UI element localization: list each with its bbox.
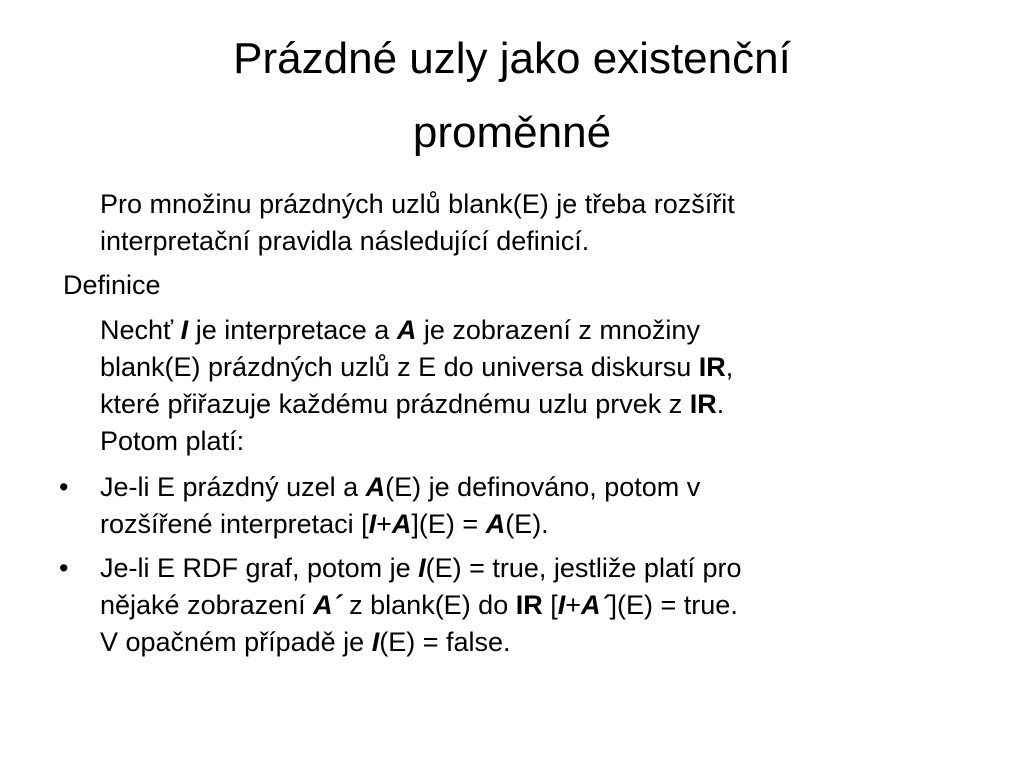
intro-line-1: Pro množinu prázdných uzlů blank(E) je třeba rozšířit	[100, 189, 735, 219]
symbol-IR: IR	[515, 590, 543, 620]
symbol-A: A	[365, 472, 386, 502]
text-span: které přiřazuje každému prázdnému uzlu prvek z	[100, 389, 690, 419]
text-span: ](E) =	[411, 509, 486, 539]
symbol-I: I	[368, 509, 377, 539]
symbol-IR: IR	[698, 352, 726, 382]
plus-sign: +	[376, 509, 392, 539]
text-span: V opačném případě je	[100, 627, 372, 657]
symbol-I: I	[418, 553, 426, 583]
definition-line-4: Potom platí:	[100, 426, 245, 456]
text-span: je zobrazení z množiny	[416, 315, 700, 345]
definition-line-1	[100, 312, 700, 348]
slide-title-line-2: proměnné	[412, 108, 612, 157]
symbol-A: A	[485, 509, 506, 539]
text-span: nějaké zobrazení	[100, 590, 314, 620]
slide-title-line-1: Prázdné uzly jako existenční	[233, 34, 791, 83]
text-span: .	[716, 389, 725, 419]
symbol-I: I	[371, 627, 380, 657]
definition-line-2	[100, 349, 733, 385]
text-span: z blank(E) do	[341, 590, 516, 620]
text-span: rozšířené interpretaci [	[100, 509, 369, 539]
bullet-1-line-1	[100, 469, 700, 505]
symbol-I: I	[557, 590, 566, 620]
text-span: blank(E) prázdných uzlů z E do universa diskursu	[100, 352, 699, 382]
text-span: ,	[725, 352, 734, 382]
definition-heading: Definice	[63, 270, 161, 300]
plus-sign: +	[565, 590, 582, 620]
bullet-marker-1: •	[59, 472, 69, 502]
bullet-2-line-1	[100, 550, 742, 586]
text-span: Je-li E prázdný uzel a	[100, 472, 366, 502]
text-span: Nechť	[100, 315, 181, 345]
text-span: (E) je definováno, potom v	[385, 472, 701, 502]
symbol-A-prime: A´	[313, 590, 342, 620]
definition-line-3	[100, 386, 724, 422]
text-span: (E) = true, jestliže platí pro	[425, 553, 742, 583]
symbol-A: A	[396, 315, 417, 345]
bullet-1-line-2	[100, 506, 549, 542]
symbol-I: I	[180, 315, 189, 345]
symbol-IR: IR	[689, 389, 717, 419]
symbol-A-prime: A´	[581, 590, 610, 620]
intro-line-2: interpretační pravidla následující definicí.	[100, 226, 590, 256]
text-span: (E).	[505, 509, 549, 539]
text-span: ](E) = true.	[609, 590, 738, 620]
bullet-marker-2: •	[59, 553, 69, 583]
text-span: je interpretace a	[188, 315, 397, 345]
text-span: Je-li E RDF graf, potom je	[100, 553, 419, 583]
text-span: (E) = false.	[379, 627, 511, 657]
bullet-2-line-3	[100, 624, 511, 660]
symbol-A: A	[391, 509, 412, 539]
text-span: [	[542, 590, 558, 620]
bullet-2-line-2	[100, 587, 738, 623]
